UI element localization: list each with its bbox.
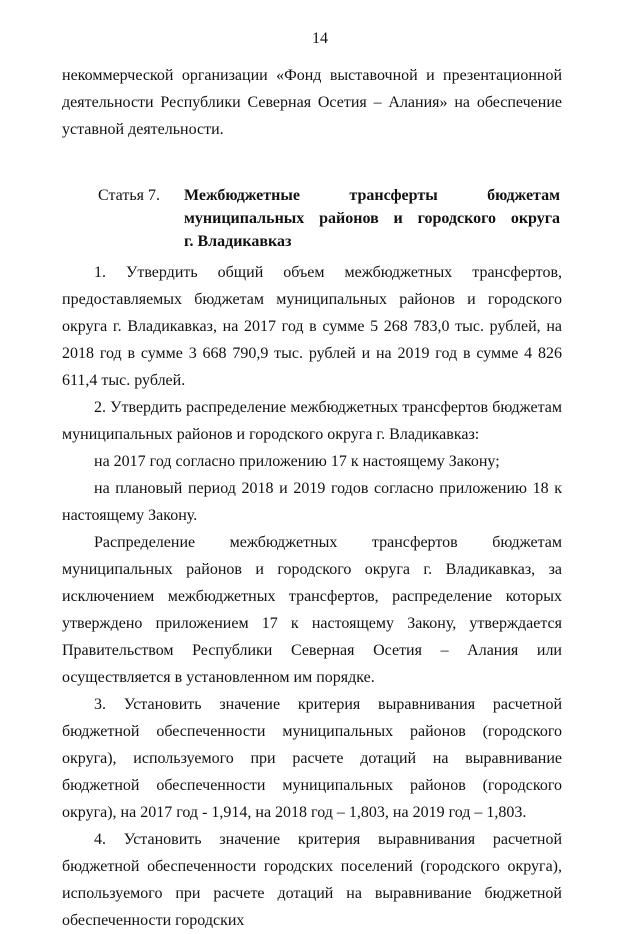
article-title-line: г. Владикавказ [184, 233, 292, 250]
intro-paragraph: некоммерческой организации «Фонд выставочной и презентационной деятельности Республики Северная Осетия – Алания» на обеспечение уставной деятельности. [62, 67, 562, 138]
paragraph-3: 3. Установить значение критерия выравнивания расчетной бюджетной обеспеченности муниципальных районов (городского округа), используемого при расчете дотаций на выравнивание бюджетной обеспеченности муниципальных районов (городского округа), на 2017 год - 1,914, на 2018 год – 1,803, на 2019 год – 1,803. [62, 696, 562, 821]
intro-continuation [62, 62, 562, 143]
paragraph-2-item-2017: на 2017 год согласно приложению 17 к настоящему Закону; [94, 453, 500, 470]
page-number: 14 [312, 30, 328, 47]
article-body [62, 259, 562, 934]
paragraph-1: 1. Утвердить общий объем межбюджетных трансфертов, предоставляемых бюджетам муниципальных районов и городского округа г. Владикавказ, на 2017 год в сумме 5 268 783,0 тыс. рублей, на 2018 год в сумме 3 668 790,9 тыс. рублей и на 2019 год в сумме 4 826 611,4 тыс. рублей. [62, 264, 562, 389]
article-title [184, 184, 560, 253]
article-title-line: Межбюджетные трансферты бюджетам [184, 187, 560, 204]
paragraph-distribution: Распределение межбюджетных трансфертов бюджетам муниципальных районов и городского округа г. Владикавказ, за исключением межбюджетных трансфертов, распределение которых утверждено приложением 17 к настоящему Закону, утверждается Правительством Республики Северная Осетия – Алания или осуществляется в установленном им порядке. [62, 534, 562, 686]
article-title-line: муниципальных районов и городского округа [184, 210, 560, 227]
paragraph-2: 2. Утвердить распределение межбюджетных трансфертов бюджетам муниципальных районов и городского округа г. Владикавказ: [62, 399, 562, 443]
article-label: Статья 7. [98, 187, 160, 204]
paragraph-2-item-planned: на плановый период 2018 и 2019 годов согласно приложению 18 к настоящему Закону. [62, 480, 562, 524]
paragraph-4: 4. Установить значение критерия выравнивания расчетной бюджетной обеспеченности городских поселений (городского округа), используемого при расчете дотаций на выравнивание бюджетной обеспеченности городских [62, 831, 562, 929]
